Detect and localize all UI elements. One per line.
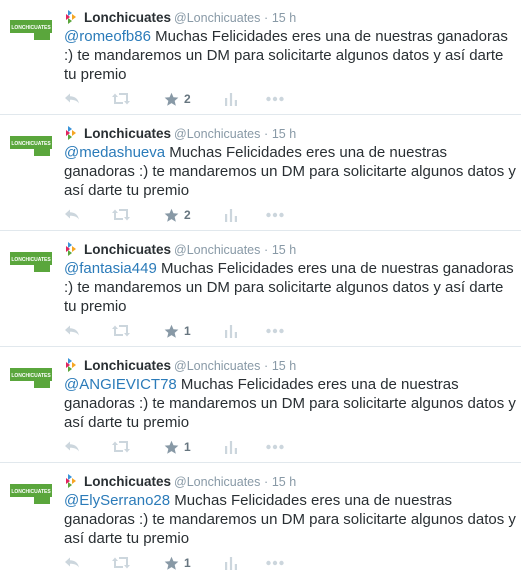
tweet-mention[interactable]: @romeofb86 [64,28,151,45]
tweet-fullname[interactable]: Lonchicuates [84,358,172,373]
more-icon [266,212,284,218]
favorite-count: 1 [184,556,191,570]
avatar[interactable] [10,368,52,390]
more-icon [266,96,284,102]
tweet-content [64,472,516,570]
tweet[interactable] [0,232,521,347]
tweet[interactable] [0,348,521,463]
verified-app-icon [64,357,78,373]
more-icon [266,444,284,450]
tweet-mention[interactable]: @fantasia449 [64,260,157,277]
retweet-button[interactable] [112,439,132,455]
favorite-count: 2 [184,208,191,222]
favorite-count: 2 [184,92,191,106]
tweet-content [64,356,516,454]
tweet-fullname[interactable]: Lonchicuates [84,10,172,25]
analytics-button[interactable] [225,555,237,571]
tweet-username[interactable]: @Lonchicuates [174,11,261,25]
retweet-button[interactable] [112,207,132,223]
separator-dot: · [264,475,269,489]
tweet-body: Muchas Felicidades eres una de nuestras ganadoras :) te mandaremos un DM para solicitarte algunos datos y así darte tu premio [64,376,516,431]
tweet-actions [64,439,324,459]
more-icon [266,560,284,566]
reply-icon [64,324,80,338]
favorite-button[interactable] [164,207,191,223]
tweet-timestamp[interactable]: 15 h [271,127,297,141]
tweet-header [64,124,514,143]
tweet-header [64,240,514,259]
reply-icon [64,440,80,454]
more-button[interactable] [266,439,284,455]
tweet-username[interactable]: @Lonchicuates [174,127,261,141]
retweet-icon [112,324,132,338]
verified-app-icon [64,241,78,257]
reply-icon [64,208,80,222]
more-button[interactable] [266,207,284,223]
tweet-body: Muchas Felicidades eres una de nuestras ganadoras :) te mandaremos un DM para solicitarte algunos datos y así darte tu premio [64,144,516,199]
analytics-icon [225,556,237,570]
tweet-fullname[interactable]: Lonchicuates [84,126,172,141]
avatar[interactable] [10,20,52,42]
analytics-icon [225,324,237,338]
avatar-label: LONCHICUATES [11,489,51,495]
tweet-body: Muchas Felicidades eres una de nuestras ganadoras :) te mandaremos un DM para solicitarte algunos datos y así darte tu premio [64,492,516,547]
analytics-button[interactable] [225,439,237,455]
tweet-text [64,259,516,316]
retweet-icon [112,440,132,454]
analytics-icon [225,92,237,106]
tweet-content [64,8,514,106]
tweet-text [64,375,516,432]
favorite-button[interactable] [164,323,191,339]
separator-dot: · [264,359,269,373]
tweet-username[interactable]: @Lonchicuates [174,359,261,373]
avatar-label: LONCHICUATES [11,373,51,379]
retweet-icon [112,208,132,222]
analytics-button[interactable] [225,323,237,339]
tweet-username[interactable]: @Lonchicuates [174,475,261,489]
tweet-actions [64,323,324,343]
reply-button[interactable] [64,323,80,339]
favorite-button[interactable] [164,91,191,107]
favorite-count: 1 [184,324,191,338]
favorite-star-icon [164,324,179,339]
tweet-mention[interactable]: @ANGIEVICT78 [64,376,177,393]
tweet-actions [64,207,324,227]
tweet-header [64,8,514,27]
tweet-content [64,240,514,338]
tweet-fullname[interactable]: Lonchicuates [84,242,172,257]
avatar[interactable] [10,252,52,274]
tweet[interactable] [0,464,521,579]
analytics-icon [225,208,237,222]
tweet-body: Muchas Felicidades eres una de nuestras ganadoras :) te mandaremos un DM para solicitarte algunos datos y así darte tu premio [64,260,514,315]
favorite-button[interactable] [164,439,191,455]
reply-icon [64,556,80,570]
verified-app-icon [64,473,78,489]
reply-button[interactable] [64,207,80,223]
reply-button[interactable] [64,555,80,571]
avatar-label: LONCHICUATES [11,25,51,31]
favorite-star-icon [164,440,179,455]
avatar-label: LONCHICUATES [11,257,51,263]
more-button[interactable] [266,555,284,571]
tweet-text [64,27,516,84]
tweet-text [64,491,516,548]
more-button[interactable] [266,91,284,107]
favorite-star-icon [164,208,179,223]
tweet-header [64,472,514,491]
tweet-text [64,143,516,200]
tweet-timestamp[interactable]: 15 h [271,475,297,489]
more-icon [266,328,284,334]
analytics-button[interactable] [225,91,237,107]
tweet-content [64,124,516,222]
separator-dot: · [264,243,269,257]
retweet-icon [112,556,132,570]
retweet-button[interactable] [112,91,132,107]
tweet-timestamp[interactable]: 15 h [271,11,297,25]
verified-app-icon [64,125,78,141]
tweet-body: Muchas Felicidades eres una de nuestras ganadoras :) te mandaremos un DM para solicitarte algunos datos y así darte tu premio [64,28,508,83]
tweet-fullname[interactable]: Lonchicuates [84,474,172,489]
favorite-count: 1 [184,440,191,454]
avatar[interactable] [10,484,52,506]
tweet[interactable] [0,0,521,115]
separator-dot: · [264,127,269,141]
more-button[interactable] [266,323,284,339]
tweet-mention[interactable]: @ElySerrano28 [64,492,171,509]
reply-button[interactable] [64,91,80,107]
avatar[interactable] [10,136,52,158]
tweet-timestamp[interactable]: 15 h [271,243,297,257]
verified-app-icon [64,9,78,25]
tweet-mention[interactable]: @medashueva [64,144,166,161]
favorite-button[interactable] [164,555,191,571]
favorite-star-icon [164,556,179,571]
separator-dot: · [264,11,269,25]
reply-button[interactable] [64,439,80,455]
retweet-button[interactable] [112,323,132,339]
analytics-icon [225,440,237,454]
analytics-button[interactable] [225,207,237,223]
tweet-timestamp[interactable]: 15 h [271,359,297,373]
avatar-label: LONCHICUATES [11,141,51,147]
tweet-header [64,356,514,375]
tweet-actions [64,555,324,575]
retweet-icon [112,92,132,106]
tweet[interactable] [0,116,521,231]
retweet-button[interactable] [112,555,132,571]
favorite-star-icon [164,92,179,107]
tweet-actions [64,91,324,111]
reply-icon [64,92,80,106]
tweet-username[interactable]: @Lonchicuates [174,243,261,257]
